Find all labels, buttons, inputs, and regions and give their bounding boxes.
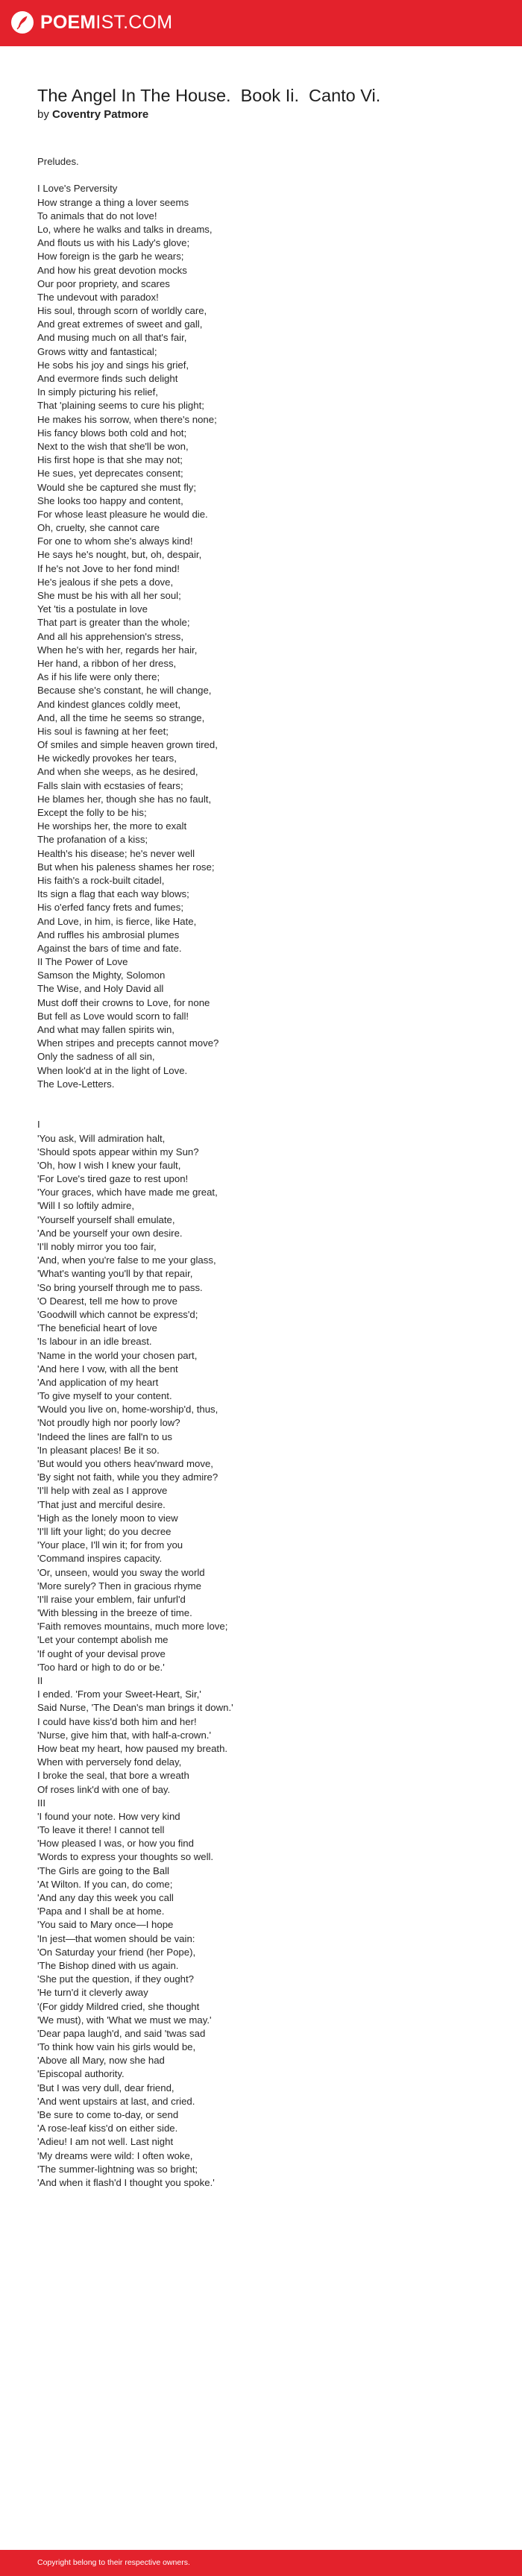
poem-line: And how his great devotion mocks [37, 264, 187, 276]
site-logo[interactable] [10, 10, 172, 34]
poem-line: 'Yourself yourself shall emulate, [37, 1213, 175, 1225]
poem-line: 'Faith removes mountains, much more love; [37, 1621, 228, 1633]
poem-line: 'Command inspires capacity. [37, 1553, 163, 1565]
poem-line: And flouts us with his Lady's glove; [37, 237, 190, 249]
poem-line: The profanation of a kiss; [37, 834, 148, 846]
poem-line: 'Adieu! I am not well. Last night [37, 2136, 174, 2148]
poem-line: Oh, cruelty, she cannot care [37, 522, 160, 534]
poem-line: 'Your place, I'll win it; for from you [37, 1539, 183, 1551]
site-header [0, 0, 522, 46]
poem-line: Of roses link'd with one of bay. [37, 1783, 171, 1795]
poem-line: 'To leave it there! I cannot tell [37, 1824, 165, 1836]
poem-line: 'Oh, how I wish I knew your fault, [37, 1159, 181, 1171]
poem-line: 'Is labour in an idle breast. [37, 1336, 152, 1348]
poem-line: He worships her, the more to exalt [37, 820, 187, 832]
poem-line: I Love's Perversity [37, 183, 118, 195]
poem-line: When with perversely fond delay, [37, 1756, 182, 1768]
copyright-text: Copyright belong to their respective owners. [37, 2558, 190, 2567]
by-label: by [37, 108, 49, 121]
poem-line: 'By sight not faith, while you they admire? [37, 1471, 218, 1483]
poem-line: He blames her, though she has no fault, [37, 793, 212, 805]
poem-line: In simply picturing his relief, [37, 386, 158, 398]
poem-line: His faith's a rock-built citadel, [37, 874, 165, 886]
poem-line: I could have kiss'd both him and her! [37, 1715, 197, 1727]
poem-line: 'That just and merciful desire. [37, 1498, 166, 1510]
poem-line: Health's his disease; he's never well [37, 847, 195, 859]
poem-line: 'The beneficial heart of love [37, 1322, 157, 1334]
poem-line [37, 169, 485, 182]
poem-line: He wickedly provokes her tears, [37, 753, 177, 764]
site-logo-text [40, 10, 172, 34]
poem-line: Because she's constant, he will change, [37, 685, 212, 697]
poem-line: 'In pleasant places! Be it so. [37, 1444, 160, 1456]
poem-line: II [37, 1675, 43, 1686]
poem-line: To animals that do not love! [37, 210, 157, 222]
poem-line: Of smiles and simple heaven grown tired, [37, 739, 218, 751]
poem-line: Would she be captured she must fly; [37, 481, 197, 493]
poem-line: His soul, through scorn of worldly care, [37, 305, 207, 317]
logo-bold-text: POEM [40, 12, 96, 33]
poem-line: The Wise, and Holy David all [37, 983, 164, 995]
poem-line [37, 1105, 485, 1118]
poem-line: 'Not proudly high nor poorly low? [37, 1417, 180, 1429]
poem-line: 'Indeed the lines are fall'n to us [37, 1430, 172, 1442]
poem-line: 'On Saturday your friend (her Pope), [37, 1946, 196, 1958]
poem-line: 'And be yourself your own desire. [37, 1227, 183, 1239]
poem-line: Against the bars of time and fate. [37, 942, 182, 954]
poem-line: 'But would you others heav'nward move, [37, 1458, 213, 1469]
poem-line: 'She put the question, if they ought? [37, 1973, 195, 1985]
poem-line: 'I'll help with zeal as I approve [37, 1485, 168, 1497]
poem-line: Samson the Mighty, Solomon [37, 970, 166, 981]
poem-line: Next to the wish that she'll be won, [37, 440, 189, 452]
poem-line: But fell as Love would scorn to fall! [37, 1010, 189, 1022]
poem-line: As if his life were only there; [37, 671, 160, 683]
poem-line: And all his apprehension's stress, [37, 630, 184, 642]
poem-line: Our poor propriety, and scares [37, 277, 170, 289]
poem-line: 'A rose-leaf kiss'd on either side. [37, 2123, 178, 2134]
poem-body [37, 155, 485, 2190]
poem-line: 'More surely? Then in gracious rhyme [37, 1580, 201, 1592]
poem-line: 'We must), with 'What we must we may.' [37, 2014, 212, 2026]
poem-line: The undevout with paradox! [37, 291, 159, 303]
poem-line: Lo, where he walks and talks in dreams, [37, 223, 213, 235]
poem-line: That 'plaining seems to cure his plight; [37, 400, 204, 412]
poem-line: Its sign a flag that each way blows; [37, 888, 189, 900]
poem-line: 'O Dearest, tell me how to prove [37, 1295, 177, 1307]
poem-line: 'Your graces, which have made me great, [37, 1187, 218, 1199]
poem-line: 'The Girls are going to the Ball [37, 1865, 169, 1876]
poem-line: How strange a thing a lover seems [37, 196, 189, 208]
site-footer [0, 2550, 522, 2576]
poem-line: 'Episcopal authority. [37, 2068, 125, 2080]
poem-line: 'But I was very dull, dear friend, [37, 2082, 174, 2093]
poem-line: He's jealous if she pets a dove, [37, 576, 174, 588]
poem-line: 'My dreams were wild: I often woke, [37, 2149, 193, 2161]
poem-line: 'To think how vain his girls would be, [37, 2041, 196, 2053]
poem-line: 'What's wanting you'll by that repair, [37, 1268, 193, 1280]
poem-line: III [37, 1797, 45, 1809]
poem-line: That part is greater than the whole; [37, 617, 190, 629]
poem-line: 'Nurse, give him that, with half-a-crown.' [37, 1729, 211, 1741]
poem-line: 'And here I vow, with all the bent [37, 1363, 178, 1375]
poem-author-link[interactable]: Coventry Patmore [52, 108, 149, 121]
poem-line: And great extremes of sweet and gall, [37, 318, 203, 330]
poem-line: 'You ask, Will admiration halt, [37, 1132, 166, 1144]
poem-line: 'Be sure to come to-day, or send [37, 2109, 179, 2120]
logo-light-text: IST.COM [95, 12, 173, 33]
poem-line: 'I found your note. How very kind [37, 1810, 180, 1822]
poem-line: He makes his sorrow, when there's none; [37, 413, 217, 425]
poem-line: When look'd at in the light of Love. [37, 1064, 188, 1076]
quill-in-circle-icon [10, 10, 34, 34]
poem-line: 'You said to Mary once—I hope [37, 1919, 174, 1931]
poem-line: When he's with her, regards her hair, [37, 644, 198, 656]
poem-line: Said Nurse, 'The Dean's man brings it down.' [37, 1702, 233, 1714]
poem-line: And evermore finds such delight [37, 373, 178, 384]
poem-line: 'Should spots appear within my Sun? [37, 1146, 199, 1157]
poem-line: He says he's nought, but, oh, despair, [37, 549, 202, 561]
poem-line: 'To give myself to your content. [37, 1390, 172, 1402]
poem-line: And when she weeps, as he desired, [37, 766, 198, 778]
poem-line: II The Power of Love [37, 956, 128, 968]
poem-line [37, 1091, 485, 1105]
poem-line: 'In jest—that women should be vain: [37, 1932, 195, 1944]
poem-line: Only the sadness of all sin, [37, 1051, 155, 1063]
poem-line: How foreign is the garb he wears; [37, 251, 184, 263]
poem-line: 'Goodwill which cannot be express'd; [37, 1308, 198, 1320]
poem-line: 'Would you live on, home-worship'd, thus, [37, 1404, 218, 1416]
poem-line: 'Let your contempt abolish me [37, 1634, 169, 1646]
poem-line: And musing much on all that's fair, [37, 332, 187, 344]
poem-byline [37, 107, 485, 122]
poem-line: If he's not Jove to her fond mind! [37, 562, 180, 574]
poem-line: '(For giddy Mildred cried, she thought [37, 2000, 200, 2012]
poem-line: 'I'll lift your light; do you decree [37, 1525, 172, 1537]
poem-line: How beat my heart, how paused my breath. [37, 1742, 228, 1754]
poem-line: Yet 'tis a postulate in love [37, 603, 148, 615]
poem-line: 'Name in the world your chosen part, [37, 1349, 198, 1361]
poem-line: And kindest glances coldly meet, [37, 698, 181, 710]
poem-line: He sobs his joy and sings his grief, [37, 359, 189, 371]
poem-line: 'He turn'd it cleverly away [37, 1987, 148, 1999]
poem-line: When stripes and precepts cannot move? [37, 1037, 219, 1049]
poem-article [37, 84, 485, 2190]
poem-line: 'Papa and I shall be at home. [37, 1906, 165, 1917]
poem-line: 'The Bishop dined with us again. [37, 1959, 179, 1971]
poem-line: 'I'll nobly mirror you too fair, [37, 1241, 157, 1252]
poem-line: 'Above all Mary, now she had [37, 2055, 165, 2067]
poem-line: For whose least pleasure he would die. [37, 508, 208, 520]
poem-line: She looks too happy and content, [37, 494, 183, 506]
poem-line: Except the folly to be his; [37, 807, 147, 818]
poem-line: 'And when it flash'd I thought you spoke.' [37, 2176, 215, 2188]
poem-line: She must be his with all her soul; [37, 590, 181, 601]
poem-line: His fancy blows both cold and hot; [37, 427, 187, 439]
poem-line: 'The summer-lightning was so bright; [37, 2163, 198, 2175]
poem-line: He sues, yet deprecates consent; [37, 468, 183, 480]
poem-line: 'Words to express your thoughts so well. [37, 1851, 214, 1863]
poem-line: 'At Wilton. If you can, do come; [37, 1878, 173, 1890]
poem-line: 'Will I so loftily admire, [37, 1200, 135, 1212]
poem-line: And ruffles his ambrosial plumes [37, 929, 180, 940]
poem-line: For one to whom she's always kind! [37, 535, 193, 547]
poem-line: I ended. 'From your Sweet-Heart, Sir,' [37, 1688, 201, 1700]
poem-title: The Angel In The House. Book Ii. Canto Vi. [37, 86, 381, 105]
poem-line: 'I'll raise your emblem, fair unfurl'd [37, 1593, 186, 1605]
poem-line: Must doff their crowns to Love, for none [37, 996, 210, 1008]
poem-line: Preludes. [37, 156, 79, 167]
poem-line: 'How pleased I was, or how you find [37, 1838, 194, 1850]
poem-line: 'With blessing in the breeze of time. [37, 1607, 192, 1619]
poem-line: Grows witty and fantastical; [37, 345, 157, 357]
poem-line: The Love-Letters. [37, 1078, 115, 1090]
poem-line: 'Or, unseen, would you sway the world [37, 1566, 205, 1578]
poem-line: His first hope is that she may not; [37, 454, 183, 466]
poem-line: 'Dear papa laugh'd, and said 'twas sad [37, 2027, 206, 2039]
poem-line: But when his paleness shames her rose; [37, 861, 215, 873]
poem-line: And what may fallen spirits win, [37, 1024, 174, 1035]
poem-line: 'Too hard or high to do or be.' [37, 1661, 165, 1673]
poem-line: 'And went upstairs at last, and cried. [37, 2095, 195, 2107]
poem-line: I broke the seal, that bore a wreath [37, 1770, 189, 1782]
poem-line: 'And, when you're false to me your glass, [37, 1254, 216, 1266]
poem-line: 'For Love's tired gaze to rest upon! [37, 1173, 189, 1185]
poem-line: 'So bring yourself through me to pass. [37, 1281, 203, 1293]
poem-line: His o'erfed fancy frets and fumes; [37, 902, 184, 914]
poem-line: Falls slain with ecstasies of fears; [37, 779, 183, 791]
poem-line: 'High as the lonely moon to view [37, 1512, 178, 1524]
poem-line: 'And any day this week you call [37, 1892, 174, 1903]
poem-line: 'And application of my heart [37, 1376, 159, 1388]
poem-line: His soul is fawning at her feet; [37, 725, 169, 737]
poem-line: I [37, 1119, 40, 1131]
poem-line: And, all the time he seems so strange, [37, 711, 205, 723]
poem-line: 'If ought of your devisal prove [37, 1647, 166, 1659]
poem-line: Her hand, a ribbon of her dress, [37, 657, 177, 669]
poem-line: And Love, in him, is fierce, like Hate, [37, 915, 197, 927]
